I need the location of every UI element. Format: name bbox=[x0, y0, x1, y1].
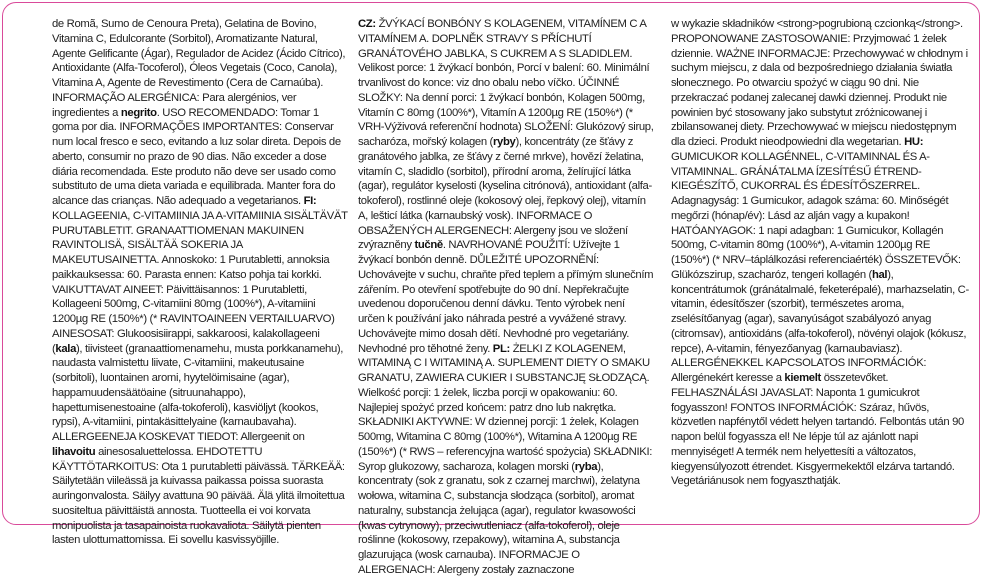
bold-text-run: tučně bbox=[414, 239, 443, 252]
text-run: ), koncentrátumok (gránátalmalé, feketerépalé), marhazselatin, C-vitamin, édesítőszer (szorbit), természetes aroma, zselésítőanyag (agar), savanyúságot szabályozó anyag (citromsav), antioxidáns (alfa-tokoferol), növényi olajok (kókusz, repce), A-vitamin, fényezőanyag (karnaubaviasz). ALLERGÉNEKKEL KAPCSOLATOS INFORMÁCIÓK: Allergénekért keresse a bbox=[671, 268, 969, 384]
bold-text-run: ryba bbox=[574, 460, 598, 473]
label-text-column-1 bbox=[52, 17, 348, 547]
text-run: ), koncentráty (ze šťávy z granátového jablka, ze šťávy z černé mrkve), hovězí želatina, vitamín C, sladidlo (sorbitol), přírodní aroma, želírující látka (agar), regulátor kyselosti (kyselina citrónová), antioxidant (alfa-tokoferol), rostlinné oleje (kokosový olej, řepkový olej), vitamín A, lešticí látka (karnaubský vosk). INFORMACE O OBSAŽENÝCH ALERGENECH: Alergeny jsou ve složení zvýrazněny bbox=[358, 136, 652, 252]
bold-text-run: PL: bbox=[492, 342, 510, 355]
text-run: ŽVÝKACÍ BONBÓNY S KOLAGENEM, VITAMÍNEM C A VITAMÍNEM A. DOPLNĚK STRAVY S PŘÍCHUTÍ GRANÁTOVÉHO JABLKA, S CUKREM A S SLADIDLEM. Velikost porce: 1 žvýkací bonbón, Porcí v balení: 60. Minimální trvanlivost do konce: viz dno obalu nebo víčko. ÚČINNÉ SLOŽKY: Na denní porci: 1 žvýkací bonbón, Kolagen 500mg, Vitamín C 80mg (100%*), Vitamín A 1200µg RE (150%*) (* VRH-Výživová referenční hodnota) SLOŽENÍ: Glukózový sirup, sacharóza, mořský kolagen ( bbox=[358, 18, 654, 148]
bold-text-run: hal bbox=[871, 268, 888, 281]
text-run: ), tiivisteet (granaattiomenamehu, musta porkkanamehu), naudasta valmistettu liivate, C-vitamiini, makeutusaine (sorbitoli), luontainen aromi, hyytelöimisaine (agar), happamuudensäätöaine (sitruunahappo), hapettumisenestoaine (alfa-tokoferoli), kasviöljyt (kookos, rypsi), A-vitamiini, pintakäsittelyaine (karnaubavaha). ALLERGEENEJA KOSKEVAT TIEDOT: Allergeenit on bbox=[52, 342, 344, 443]
bold-text-run: kala bbox=[55, 342, 77, 355]
label-text-column-2 bbox=[358, 17, 654, 576]
text-run: GUMICUKOR KOLLAGÉNNEL, C-VITAMINNAL ÉS A-VITAMINNAL. GRÁNÁTALMA ÍZESÍTÉSŰ ÉTREND-KIEGÉSZÍTŐ, CUKORRAL ÉS ÉDESÍTŐSZERREL. Adagnagyság: 1 Gumicukor, adagok száma: 60. Minőségét megőrzi (hónap/év): Lásd az alján vagy a kupakon! HATÓANYAGOK: 1 napi adagban: 1 Gumicukor, Kollagén 500mg, C-vitamin 80mg (100%*), A-vitamin 1200µg RE (150%*) (* NRV–táplálkozási referenciaérték) ÖSSZETEVŐK: Glükózszirup, szacharóz, tengeri kollagén ( bbox=[671, 150, 961, 281]
text-run: KOLLAGEENIA, C-VITAMIINIA JA A-VITAMIINIA SISÄLTÄVÄT PURUTABLETIT. GRANAATTIOMENAN MAKUINEN RAVINTOLISÄ, SISÄLTÄÄ SOKERIA JA MAKEUTUSAINETTA. Annoskoko: 1 Purutabletti, annoksia paikkauksessa: 60. Parasta ennen: Katso pohja tai korkki. VAIKUTTAVAT AINEET: Päivittäisannos: 1 Purutabletti, Kollageeni 500mg, C-vitamiini 80mg (100%*), A-vitamiini 1200µg RE (150%*) (* RAVINTOAINEEN VERTAILUARVO) AINESOSAT: Glukoosisiirappi, sakkaroosi, kalakollageeni ( bbox=[52, 209, 348, 355]
text-run: ŻELKI Z KOLAGENEM, WITAMINĄ C I WITAMINĄ A. SUPLEMENT DIETY O SMAKU GRANATU, ZAWIERA CUKIER I SUBSTANCJĘ SŁODZĄCĄ. Wielkość porcji: 1 żelek, liczba porcji w opakowaniu: 60. Najlepiej spożyć przed końcem: patrz dno lub nakrętka. SKŁADNIKI AKTYWNE: W dziennej porcji: 1 żelek, Kolagen 500mg, Witamina C 80mg (100%*), Witamina A 1200µg RE (150%*) (* RWS – referencyjna wartość spożycia) SKŁADNIKI: Syrop glukozowy, sacharoza, kolagen morski ( bbox=[358, 342, 653, 473]
product-label-panel bbox=[2, 2, 980, 576]
bold-text-run: negrito bbox=[120, 106, 157, 119]
bold-text-run: ryby bbox=[492, 136, 516, 148]
bold-text-run: HU: bbox=[904, 136, 924, 148]
text-run: . NAVRHOVANÉ POUŽITÍ: Užívejte 1 žvýkací bonbón denně. DŮLEŽITÉ UPOZORNĚNÍ: Uchovávejte v suchu, chraňte před teplem a přímým slunečním zářením. Po otevření spotřebujte do 90 dní. Nepřekračujte uvedenou doporučenou denní dávku. Tento výrobek není určen k používání jako náhrada pestré a vyvážené stravy. Uchovávejte mimo dosah dětí. Nevhodné pro vegetariány. Nevhodné pro těhotné ženy. bbox=[358, 239, 654, 355]
bold-text-run: kiemelt bbox=[784, 372, 821, 384]
text-run: ), koncentraty (sok z granatu, sok z czarnej marchwi), żelatyna wołowa, witamina C, substancja słodząca (sorbitol), aromat naturalny, substancja żelująca (agar), regulator kwasowości (kwas cytrynowy), przeciwutleniacz (alfa-tokoferol), oleje roślinne (kokosowy, rzepakowy), witamina A, substancja glazurująca (wosk carnauba). INFORMACJE O ALERGENACH: Alergeny zostały zaznaczone bbox=[358, 460, 640, 576]
bold-text-run: FI: bbox=[303, 195, 317, 207]
label-text-column-3 bbox=[671, 17, 969, 516]
text-run: w wykazie składników <strong>pogrubioną czcionką</strong>. PROPONOWANE ZASTOSOWANIE: Przyjmować 1 żelek dziennie. WAŻNE INFORMACJE: Przechowywać w chłodnym i suchym miejscu, z dala od bezpośredniego działania światła słonecznego. Po otwarciu spożyć w ciągu 90 dni. Nie przekraczać podanej zalecanej dawki dziennej. Produkt nie powinien być stosowany jako substytut zróżnicowanej i zbilansowanej diety. Przechowywać w miejscu niedostępnym dla dzieci. Produkt nieodpowiedni dla wegetarian. bbox=[671, 18, 968, 148]
text-run: . USO RECOMENDADO: Tomar 1 goma por dia. INFORMAÇÕES IMPORTANTES: Conservar num local fresco e seco, evitando a luz solar direta. Depois de aberto, consumir no prazo de 90 dias. Não exceder a dose diária recomendada. Este produto não deve ser usado como substituto de uma dieta variada e equilibrada. Manter fora do alcance das crianças. Não adequado a vegetarianos. bbox=[52, 106, 341, 207]
text-run: ainesosaluettelossa. EHDOTETTU KÄYTTÖTARKOITUS: Ota 1 purutabletti päivässä. TÄRKEÄÄ: Säilytetään viileässä ja kuivassa paikassa poissa suorasta auringonvalosta. Säilyy avattuna 90 päivää. Älä ylitä ilmoitettua suositeltua päivittäistä annosta. Tuotteella ei voi korvata monipuolista ja tasapainoista ruokavaliota. Säilytä pienten lasten ulottumattomissa. Ei sovellu kasvissyöjille. bbox=[52, 445, 345, 547]
text-run: összetevőket. FELHASZNÁLÁSI JAVASLAT: Naponta 1 gumicukrot fogyasszon! FONTOS INFORMÁCIÓK: Száraz, hűvös, közvetlen napfénytől védett helyen tartandó. Felbontás után 90 napon belül fogyassza el! Ne lépje túl az ajánlott napi mennyiséget! A termék nem helyettesíti a változatos, kiegyensúlyozott étrendet. Kisgyermekektől elzárva tartandó. Vegetáriánusok nem fogyaszthatják. bbox=[671, 372, 964, 488]
text-run: de Romã, Sumo de Cenoura Preta), Gelatina de Bovino, Vitamina C, Edulcorante (Sorbitol), Aromatizante Natural, Agente Gelificante (Ágar), Regulador de Acidez (Ácido Cítrico), Antioxidante (Alfa-Tocoferol), Óleos Vegetais (Coco, Canola), Vitamina A, Agente de Revestimento (Cera de Carnaúba). INFORMAÇÃO ALERGÉNICA: Para alergénios, ver ingredientes a bbox=[52, 18, 346, 119]
bold-text-run: CZ: bbox=[358, 18, 376, 30]
bold-text-run: lihavoitu bbox=[52, 445, 96, 458]
